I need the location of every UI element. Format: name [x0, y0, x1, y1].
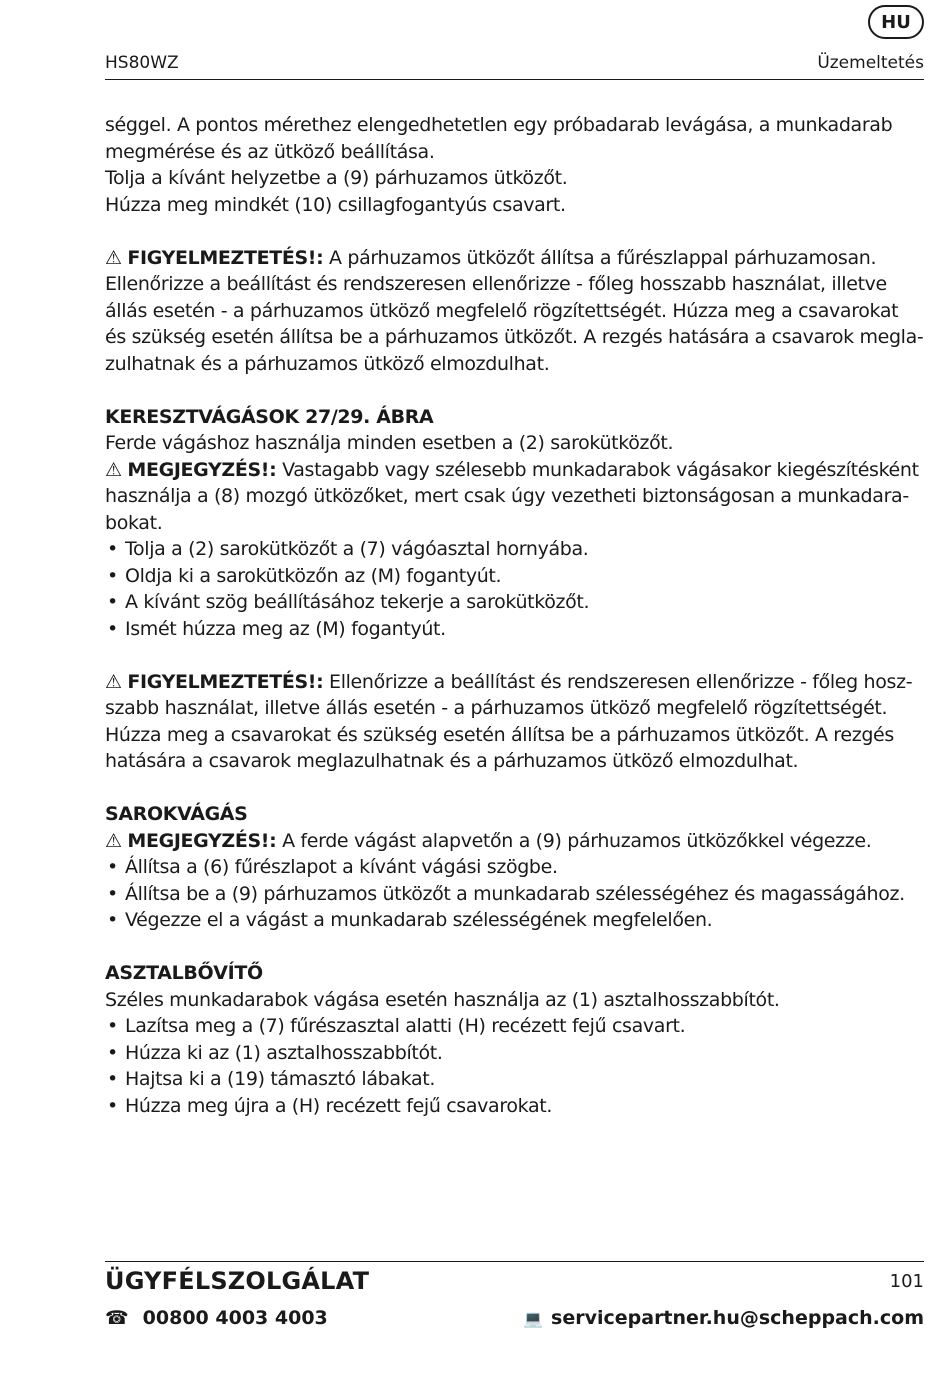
model-name: HS80WZ — [105, 53, 179, 73]
list-item: • Tolja a (2) sarokütközőt a (7) vágóasztal hornyába. — [105, 536, 927, 563]
list-item: • Állítsa a (6) fűrészlapot a kívánt vágási szögbe. — [105, 854, 927, 881]
warning-paragraph — [105, 669, 927, 696]
text-line: Vastagabb vagy szélesebb munkadarabok vágásakor kiegészítésként — [276, 458, 919, 481]
text-line: Ellenőrizze a beállítást és rendszeresen ellenőrizze - főleg hosz- — [323, 670, 913, 693]
warning-icon: ⚠ — [105, 246, 122, 269]
text-line: szabb használat, illetve állás esetén - a párhuzamos ütköző megfelelő rögzítettségét. — [105, 697, 888, 719]
text-line: és szükség esetén állítsa be a párhuzamos ütközőt. A rezgés hatására a csavarok megla- — [105, 326, 924, 348]
text-line: A ferde vágást alapvetőn a (9) párhuzamos ütközőkkel végezze. — [276, 829, 872, 852]
bullet-list — [105, 854, 927, 934]
language-badge: HU — [868, 5, 924, 39]
phone-number: 00800 4003 4003 — [142, 1307, 328, 1329]
text-line: Tolja a kívánt helyzetbe a (9) párhuzamos ütközőt. — [105, 167, 568, 189]
list-item: • Lazítsa meg a (7) fűrészasztal alatti (H) recézett fejű csavart. — [105, 1013, 927, 1040]
list-item: • Végezze el a vágást a munkadarab szélességének megfelelően. — [105, 907, 927, 934]
list-item: • Oldja ki a sarokütközőn az (M) fogantyút. — [105, 563, 927, 590]
text-line: A párhuzamos ütközőt állítsa a fűrészlappal párhuzamosan. — [323, 246, 877, 269]
text-line: Széles munkadarabok vágása esetén használja az (1) asztalhosszabbítót. — [105, 988, 780, 1011]
list-item: • Ismét húzza meg az (M) fogantyút. — [105, 616, 927, 643]
warning-label: FIGYELMEZTETÉS!: — [127, 246, 324, 269]
bullet-list — [105, 536, 927, 642]
phone-icon: ☎ — [105, 1307, 129, 1329]
warning-icon: ⚠ — [105, 670, 122, 693]
section-heading: SAROKVÁGÁS — [105, 803, 248, 825]
phone-contact — [105, 1307, 328, 1329]
text-line: bokat. — [105, 511, 163, 534]
text-line: Ferde vágáshoz használja minden esetben a (2) sarokütközőt. — [105, 432, 674, 454]
list-item: • Húzza meg újra a (H) recézett fejű csavarokat. — [105, 1093, 927, 1120]
note-label: MEGJEGYZÉS!: — [127, 829, 277, 852]
email-address[interactable]: servicepartner.hu@scheppach.com — [551, 1307, 924, 1329]
email-contact — [523, 1307, 924, 1329]
list-item: • Állítsa be a (9) párhuzamos ütközőt a munkadarab szélességéhez és magasságához. — [105, 881, 927, 908]
text-line: hatására a csavarok meglazulhatnak és a párhuzamos ütköző elmozdulhat. — [105, 750, 799, 772]
section-heading: ASZTALBŐVÍTŐ — [105, 962, 263, 984]
warning-label: FIGYELMEZTETÉS!: — [127, 670, 324, 693]
section-title: Üzemeltetés — [817, 53, 924, 73]
list-item: • Húzza ki az (1) asztalhosszabbítót. — [105, 1040, 927, 1067]
list-item: • A kívánt szög beállításához tekerje a sarokütközőt. — [105, 589, 927, 616]
text-line: séggel. A pontos mérethez elengedhetetlen egy próbadarab levágása, a munkadarab — [105, 114, 893, 136]
text-line: állás esetén - a párhuzamos ütköző megfelelő rögzítettségét. Húzza meg a csavarokat — [105, 299, 899, 322]
warning-icon: ⚠ — [105, 829, 122, 852]
customer-service-title: ÜGYFÉLSZOLGÁLAT — [105, 1267, 370, 1295]
header-divider — [105, 79, 924, 80]
note-paragraph — [105, 828, 927, 855]
note-label: MEGJEGYZÉS!: — [127, 458, 277, 481]
main-content — [105, 112, 927, 1119]
text-line: Húzza meg mindkét (10) csillagfogantyús csavart. — [105, 193, 566, 216]
section-heading: KERESZTVÁGÁSOK 27/29. ÁBRA — [105, 405, 434, 428]
bullet-list — [105, 1013, 927, 1119]
text-line: Ellenőrizze a beállítást és rendszeresen ellenőrizze - főleg hosszabb használat, illetve — [105, 273, 887, 295]
note-paragraph — [105, 457, 927, 484]
text-line: megmérése és az ütköző beállítása. — [105, 140, 435, 163]
text-line: zulhatnak és a párhuzamos ütköző elmozdulhat. — [105, 352, 550, 375]
page-number: 101 — [889, 1271, 924, 1292]
list-item: • Hajtsa ki a (19) támasztó lábakat. — [105, 1066, 927, 1093]
footer-divider — [105, 1261, 924, 1262]
warning-paragraph — [105, 245, 927, 272]
laptop-icon: 💻 — [523, 1309, 544, 1328]
warning-icon: ⚠ — [105, 458, 122, 481]
text-line: használja a (8) mozgó ütközőket, mert csak úgy vezetheti biztonságosan a munkadara- — [105, 485, 909, 507]
text-line: Húzza meg a csavarokat és szükség esetén állítsa be a párhuzamos ütközőt. A rezgés — [105, 723, 894, 746]
